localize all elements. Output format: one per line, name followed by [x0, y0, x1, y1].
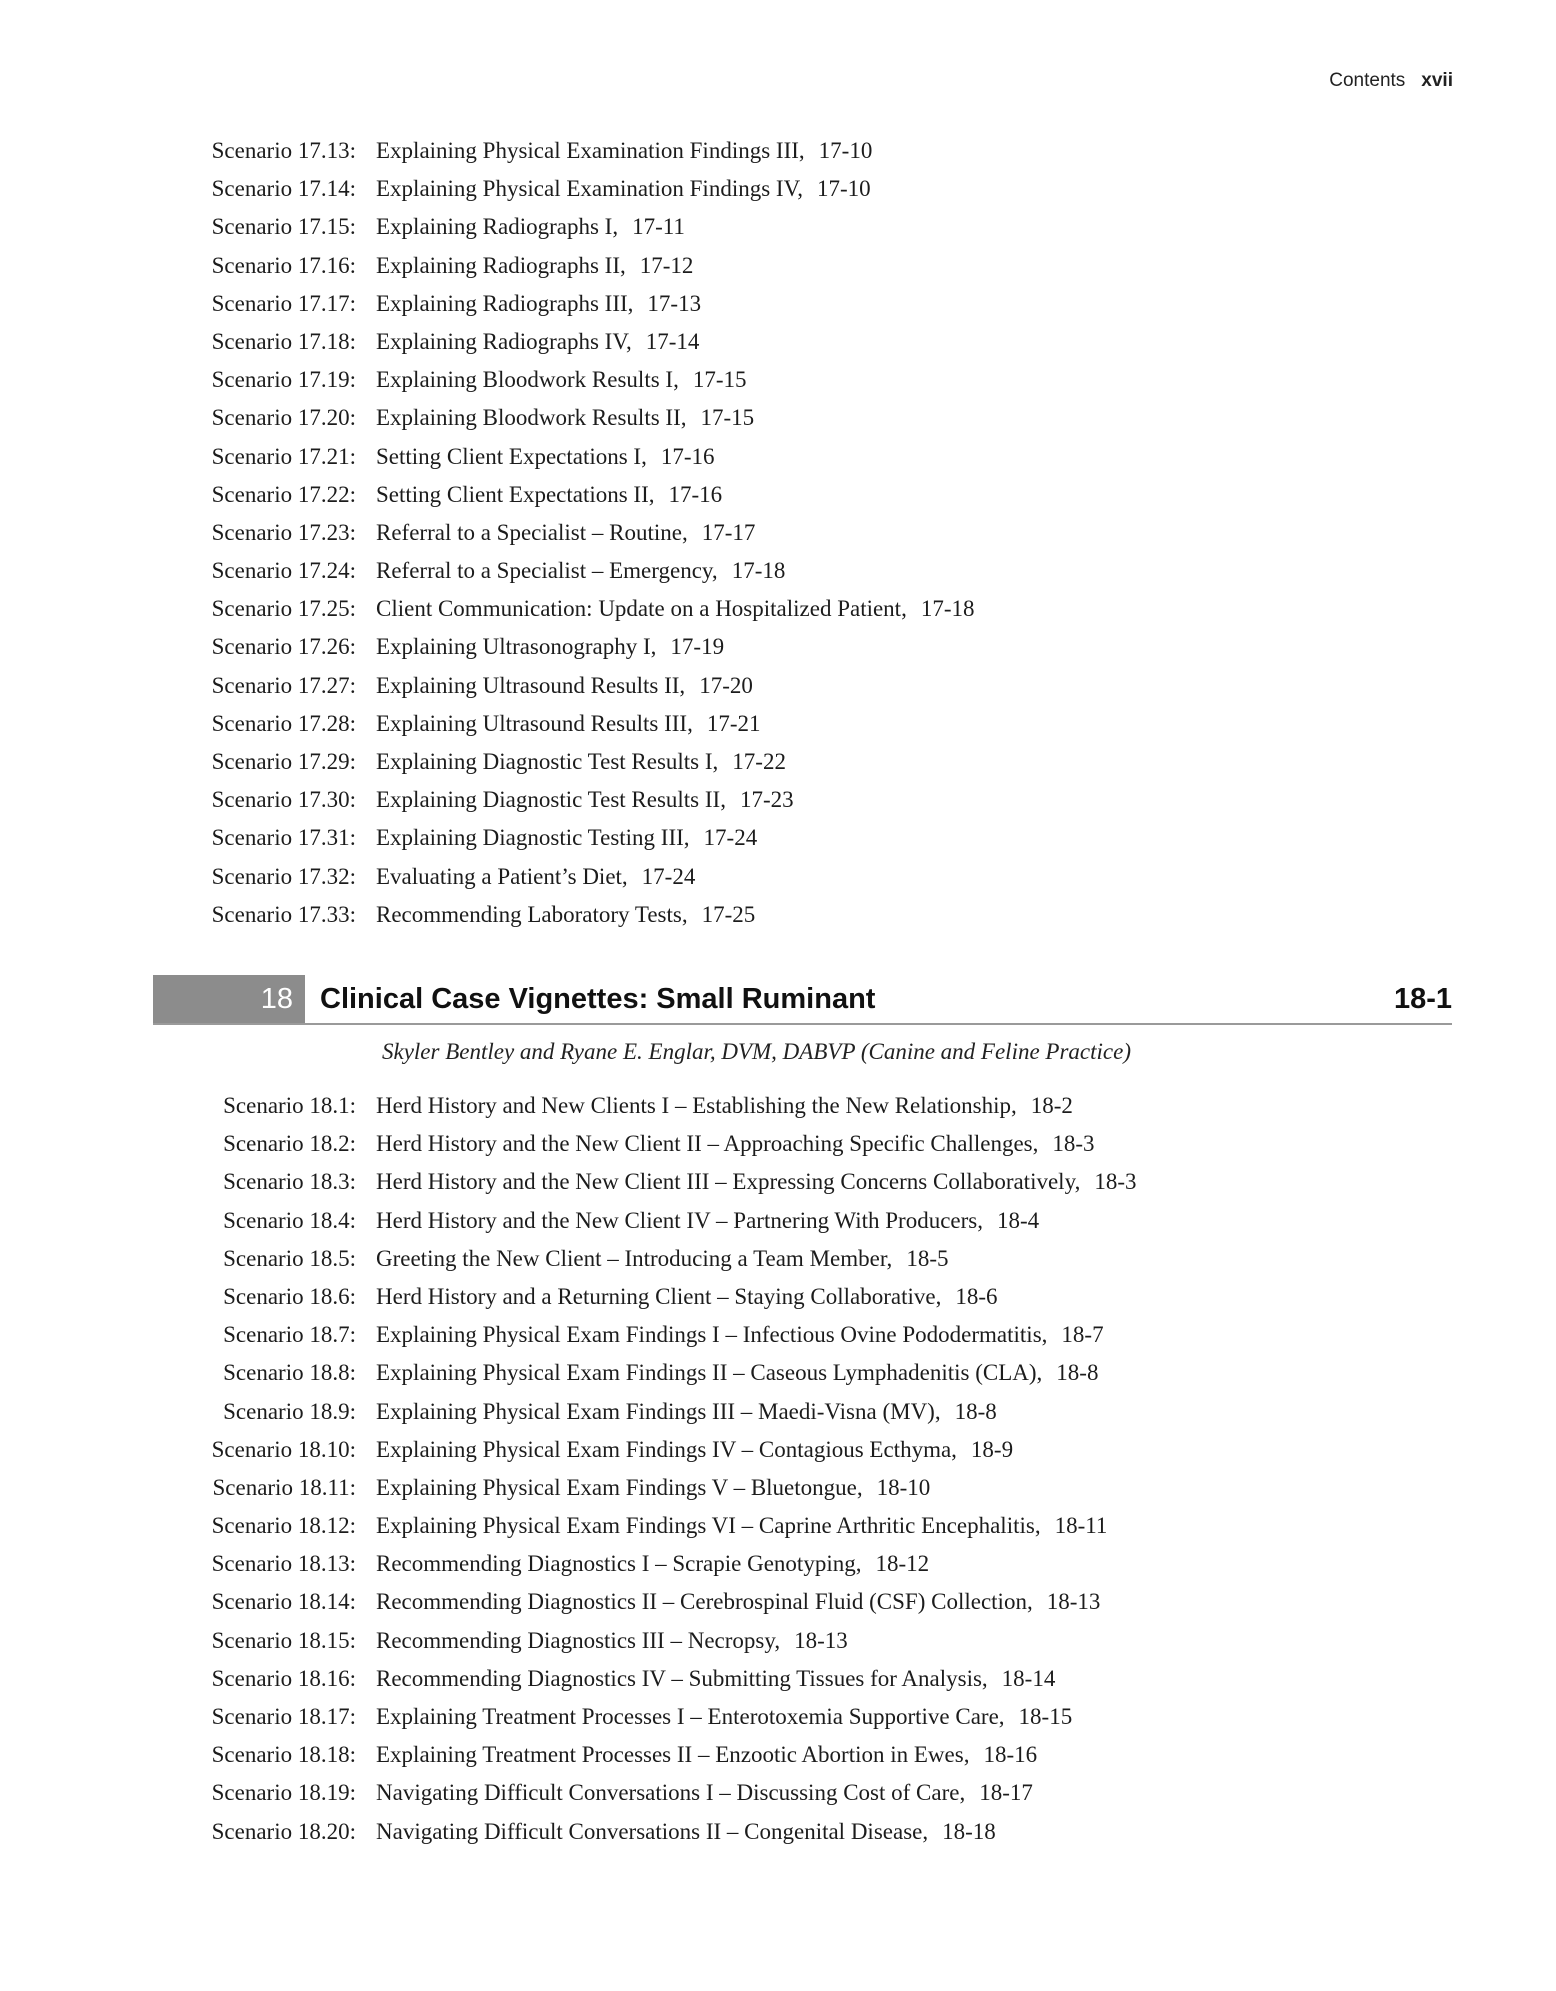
scenario-label: Scenario 17.26: — [211, 634, 356, 660]
toc-entry[interactable] — [0, 1163, 1556, 1201]
scenario-label: Scenario 18.11: — [212, 1474, 356, 1500]
scenario-title: Explaining Physical Exam Findings II – Caseous Lymphadenitis (CLA), — [376, 1360, 1043, 1386]
scenario-title: Navigating Difficult Conversations II – Congenital Disease, — [376, 1818, 929, 1844]
toc-entry[interactable] — [0, 1583, 1556, 1621]
scenario-label: Scenario 17.19: — [211, 367, 356, 393]
scenario-page: 17-14 — [645, 328, 700, 354]
scenario-label: Scenario 17.28: — [211, 710, 356, 736]
scenario-page: 18-9 — [970, 1436, 1014, 1462]
scenario-page: 17-24 — [703, 825, 758, 851]
scenario-title: Recommending Diagnostics III – Necropsy, — [376, 1627, 781, 1653]
toc-entry[interactable] — [0, 399, 1556, 437]
chapter-17-scenario-list — [0, 132, 1556, 934]
toc-entry[interactable] — [0, 1622, 1556, 1660]
scenario-label: Scenario 18.16: — [211, 1665, 356, 1691]
scenario-page: 17-15 — [692, 367, 747, 393]
toc-entry[interactable] — [0, 1660, 1556, 1698]
toc-entry[interactable] — [0, 1393, 1556, 1431]
scenario-label: Scenario 18.4: — [223, 1207, 356, 1233]
scenario-title: Explaining Ultrasound Results II, — [376, 672, 686, 698]
scenario-page: 17-11 — [632, 214, 685, 240]
scenario-page: 18-4 — [996, 1207, 1040, 1233]
scenario-label: Scenario 17.15: — [211, 214, 356, 240]
toc-entry[interactable] — [0, 476, 1556, 514]
scenario-label: Scenario 17.21: — [211, 443, 356, 469]
scenario-label: Scenario 18.14: — [211, 1589, 356, 1615]
toc-entry[interactable] — [0, 1736, 1556, 1774]
scenario-label: Scenario 18.15: — [211, 1627, 356, 1653]
toc-entry[interactable] — [0, 667, 1556, 705]
scenario-label: Scenario 17.29: — [211, 749, 356, 774]
scenario-title: Herd History and the New Client III – Expressing Concerns Collaboratively, — [376, 1169, 1081, 1195]
scenario-page: 18-13 — [794, 1627, 848, 1653]
page-number: xvii — [1421, 70, 1453, 91]
toc-entry[interactable] — [0, 781, 1556, 819]
scenario-title: Explaining Ultrasonography I, — [376, 634, 657, 660]
scenario-page: 18-8 — [1056, 1360, 1099, 1386]
scenario-page: 18-15 — [1018, 1704, 1073, 1729]
toc-entry[interactable] — [0, 170, 1556, 208]
scenario-title: Herd History and the New Client IV – Partnering With Producers, — [376, 1207, 983, 1233]
scenario-page: 17-10 — [816, 176, 871, 202]
scenario-title: Herd History and New Clients I – Establishing the New Relationship, — [376, 1093, 1017, 1118]
scenario-page: 17-13 — [647, 290, 702, 316]
scenario-title: Explaining Bloodwork Results II, — [376, 405, 687, 431]
toc-entry[interactable] — [0, 552, 1556, 590]
scenario-label: Scenario 17.17: — [211, 290, 356, 316]
scenario-page: 17-16 — [668, 481, 723, 507]
scenario-page: 18-8 — [954, 1398, 997, 1424]
scenario-label: Scenario 18.5: — [223, 1245, 356, 1271]
chapter-authors: Skyler Bentley and Ryane E. Englar, DVM, DABVP (Canine and Feline Practice) — [382, 1039, 1131, 1064]
scenario-label: Scenario 18.6: — [223, 1283, 356, 1309]
toc-entry[interactable] — [0, 132, 1556, 170]
scenario-title: Explaining Radiographs I, — [376, 214, 619, 240]
scenario-label: Scenario 17.13: — [211, 138, 356, 163]
scenario-label: Scenario 17.22: — [211, 481, 356, 507]
scenario-label: Scenario 18.2: — [223, 1131, 356, 1157]
scenario-title: Recommending Diagnostics IV – Submitting Tissues for Analysis, — [376, 1665, 988, 1691]
scenario-page: 17-18 — [731, 558, 786, 584]
toc-entry[interactable] — [0, 858, 1556, 896]
toc-entry[interactable] — [0, 1087, 1556, 1125]
scenario-title: Explaining Bloodwork Results I, — [376, 367, 679, 393]
scenario-title: Navigating Difficult Conversations I – Discussing Cost of Care, — [376, 1780, 966, 1806]
scenario-page: 18-3 — [1052, 1131, 1095, 1157]
scenario-page: 18-3 — [1094, 1169, 1137, 1195]
scenario-title: Recommending Diagnostics I – Scrapie Genotyping, — [376, 1551, 862, 1577]
toc-entry[interactable] — [0, 1125, 1556, 1163]
chapter-18-scenario-list — [0, 1087, 1556, 1851]
scenario-label: Scenario 18.8: — [223, 1360, 356, 1386]
scenario-label: Scenario 17.20: — [211, 405, 356, 431]
scenario-page: 18-12 — [875, 1551, 930, 1577]
scenario-title: Setting Client Expectations II, — [376, 481, 655, 507]
scenario-label: Scenario 18.12: — [211, 1513, 356, 1539]
scenario-title: Explaining Physical Exam Findings I – Infectious Ovine Pododermatitis, — [376, 1322, 1048, 1348]
scenario-page: 17-15 — [700, 405, 755, 431]
chapter-heading[interactable] — [153, 975, 1452, 1025]
toc-entry[interactable] — [0, 1698, 1556, 1736]
scenario-page: 17-17 — [701, 519, 756, 545]
scenario-title: Explaining Ultrasound Results III, — [376, 710, 693, 736]
scenario-title: Client Communication: Update on a Hospitalized Patient, — [376, 596, 907, 622]
toc-entry[interactable] — [0, 1431, 1556, 1469]
scenario-page: 17-21 — [706, 710, 761, 736]
toc-entry[interactable] — [0, 1354, 1556, 1392]
scenario-title: Recommending Laboratory Tests, — [376, 901, 688, 927]
scenario-label: Scenario 18.17: — [211, 1704, 356, 1729]
scenario-title: Herd History and the New Client II – Approaching Specific Challenges, — [376, 1131, 1039, 1157]
scenario-label: Scenario 18.13: — [211, 1551, 356, 1577]
running-head-section: Contents — [1329, 70, 1406, 91]
scenario-title: Explaining Diagnostic Test Results II, — [376, 787, 726, 813]
scenario-title: Referral to a Specialist – Emergency, — [376, 558, 718, 584]
scenario-label: Scenario 17.14: — [211, 176, 356, 202]
scenario-label: Scenario 17.25: — [211, 596, 356, 622]
scenario-title: Setting Client Expectations I, — [376, 443, 647, 469]
scenario-title: Explaining Physical Exam Findings III – Maedi-Visna (MV), — [376, 1398, 941, 1424]
scenario-page: 17-12 — [639, 252, 694, 278]
scenario-page: 18-2 — [1030, 1093, 1073, 1118]
scenario-page: 17-25 — [701, 901, 756, 927]
scenario-page: 18-6 — [955, 1283, 998, 1309]
toc-entry[interactable] — [0, 247, 1556, 285]
toc-entry[interactable] — [0, 514, 1556, 552]
chapter-number: 18 — [153, 975, 305, 1023]
scenario-page: 18-5 — [906, 1245, 949, 1271]
toc-entry[interactable] — [0, 1240, 1556, 1278]
scenario-page: 18-13 — [1046, 1589, 1101, 1615]
toc-entry[interactable] — [0, 208, 1556, 246]
toc-entry[interactable] — [0, 1545, 1556, 1583]
scenario-title: Explaining Radiographs IV, — [376, 328, 632, 354]
scenario-page: 17-23 — [739, 787, 794, 813]
scenario-page: 18-10 — [876, 1474, 931, 1500]
toc-entry[interactable] — [0, 361, 1556, 399]
scenario-label: Scenario 17.18: — [211, 328, 356, 354]
scenario-title: Explaining Physical Exam Findings IV – Contagious Ecthyma, — [376, 1436, 957, 1462]
toc-entry[interactable] — [0, 628, 1556, 666]
scenario-label: Scenario 18.1: — [223, 1093, 356, 1118]
toc-entry[interactable] — [0, 705, 1556, 743]
scenario-title: Explaining Treatment Processes II – Enzootic Abortion in Ewes, — [376, 1742, 970, 1768]
scenario-title: Recommending Diagnostics II – Cerebrospinal Fluid (CSF) Collection, — [376, 1589, 1033, 1615]
toc-entry[interactable] — [0, 819, 1556, 857]
scenario-page: 18-16 — [983, 1742, 1038, 1768]
scenario-label: Scenario 17.33: — [211, 901, 356, 927]
scenario-page: 17-22 — [732, 749, 786, 774]
scenario-page: 17-18 — [920, 596, 975, 622]
chapter-title: Clinical Case Vignettes: Small Ruminant — [320, 983, 876, 1015]
chapter-page: 18-1 — [1393, 983, 1452, 1015]
scenario-label: Scenario 17.30: — [211, 787, 356, 813]
scenario-title: Explaining Radiographs III, — [376, 290, 634, 316]
scenario-page: 17-10 — [818, 138, 873, 163]
toc-entry[interactable] — [0, 1774, 1556, 1812]
scenario-title: Explaining Physical Examination Findings III, — [376, 138, 805, 163]
scenario-label: Scenario 17.16: — [211, 252, 356, 278]
scenario-page: 18-18 — [942, 1818, 996, 1844]
toc-entry[interactable] — [0, 1316, 1556, 1354]
toc-entry[interactable] — [0, 1507, 1556, 1545]
scenario-title: Greeting the New Client – Introducing a Team Member, — [376, 1245, 893, 1271]
toc-entry[interactable] — [0, 896, 1556, 934]
toc-entry[interactable] — [0, 743, 1556, 781]
scenario-title: Explaining Radiographs II, — [376, 252, 626, 278]
toc-entry[interactable] — [0, 1469, 1556, 1507]
scenario-label: Scenario 18.18: — [211, 1742, 356, 1768]
scenario-title: Explaining Diagnostic Test Results I, — [376, 749, 719, 774]
toc-entry[interactable] — [0, 1278, 1556, 1316]
scenario-label: Scenario 17.31: — [211, 825, 356, 851]
scenario-page: 17-24 — [641, 863, 696, 889]
scenario-title: Explaining Diagnostic Testing III, — [376, 825, 690, 851]
scenario-label: Scenario 17.27: — [211, 672, 356, 698]
scenario-page: 18-11 — [1054, 1513, 1108, 1539]
scenario-page: 17-20 — [699, 672, 753, 698]
scenario-title: Herd History and a Returning Client – Staying Collaborative, — [376, 1283, 942, 1309]
scenario-title: Explaining Physical Exam Findings VI – Caprine Arthritic Encephalitis, — [376, 1513, 1041, 1539]
scenario-page: 17-19 — [670, 634, 725, 660]
toc-entry[interactable] — [0, 1202, 1556, 1240]
scenario-title: Evaluating a Patient’s Diet, — [376, 863, 628, 889]
toc-entry[interactable] — [0, 323, 1556, 361]
scenario-page: 18-14 — [1001, 1665, 1056, 1691]
scenario-label: Scenario 17.23: — [211, 519, 356, 545]
scenario-label: Scenario 18.10: — [211, 1436, 356, 1462]
scenario-label: Scenario 18.7: — [223, 1322, 356, 1348]
toc-entry[interactable] — [0, 590, 1556, 628]
scenario-label: Scenario 18.9: — [223, 1398, 356, 1424]
scenario-title: Referral to a Specialist – Routine, — [376, 519, 688, 545]
scenario-title: Explaining Treatment Processes I – Enterotoxemia Supportive Care, — [376, 1704, 1005, 1729]
scenario-page: 18-7 — [1061, 1322, 1104, 1348]
scenario-label: Scenario 17.32: — [211, 863, 356, 889]
scenario-label: Scenario 17.24: — [211, 558, 356, 584]
scenario-title: Explaining Physical Exam Findings V – Bluetongue, — [376, 1474, 863, 1500]
scenario-title: Explaining Physical Examination Findings IV, — [376, 176, 803, 202]
scenario-label: Scenario 18.19: — [211, 1780, 356, 1806]
scenario-page: 17-16 — [660, 443, 715, 469]
scenario-label: Scenario 18.3: — [223, 1169, 356, 1195]
toc-entry[interactable] — [0, 1813, 1556, 1851]
toc-entry[interactable] — [0, 285, 1556, 323]
scenario-label: Scenario 18.20: — [211, 1818, 356, 1844]
toc-entry[interactable] — [0, 438, 1556, 476]
running-head — [1329, 70, 1453, 92]
scenario-page: 18-17 — [979, 1780, 1033, 1806]
